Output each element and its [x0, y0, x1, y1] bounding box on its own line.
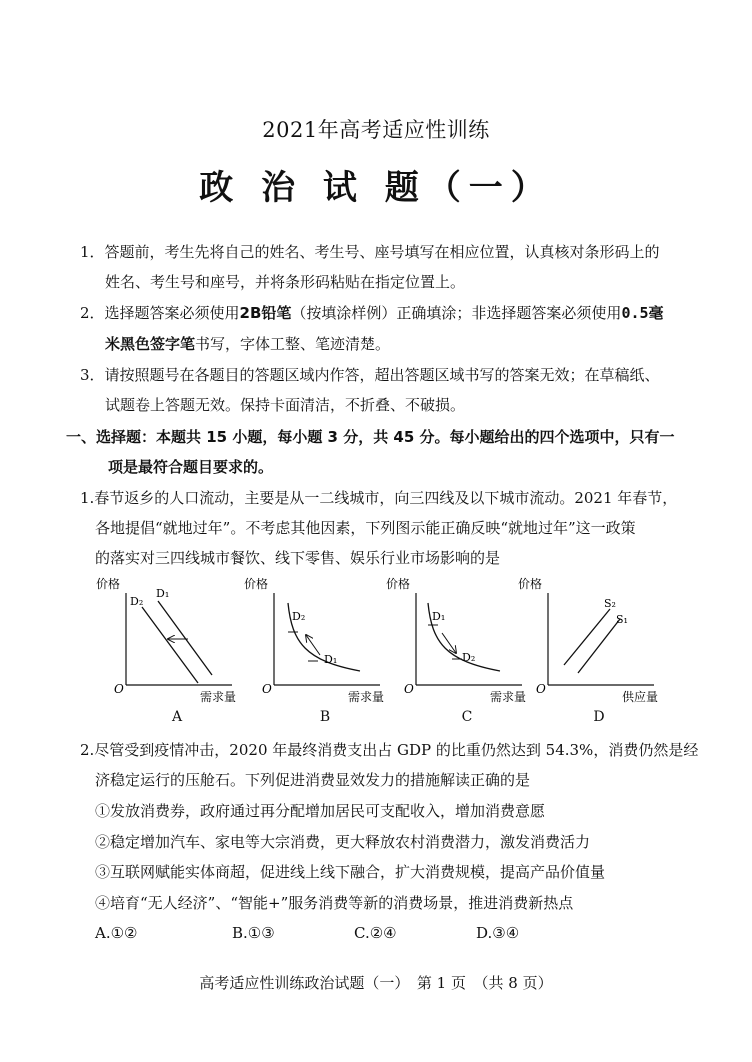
- chart-c-origin: O: [404, 682, 414, 696]
- section-1-heading-line-1: 一、选择题：本题共 15 小题，每小题 3 分，共 45 分。每小题给出的四个选项中，只有一: [66, 428, 675, 446]
- chart-b-option: B: [319, 709, 331, 725]
- chart-d-label-s2: S₂: [604, 597, 616, 610]
- question-2-statement-1: ①发放消费券，政府通过再分配增加居民可支配收入，增加消费意愿: [95, 802, 546, 820]
- chart-c-figure: [386, 575, 532, 705]
- chart-d-origin: O: [536, 682, 546, 696]
- chart-b-movement-arrow: [306, 635, 320, 655]
- exam-subtitle: 2021年高考适应性训练: [262, 118, 490, 142]
- question-2-option-d: D.③④: [476, 924, 520, 942]
- instruction-2-pen: 米黑色签字笔: [105, 335, 196, 353]
- instruction-2-line-1: [80, 303, 664, 323]
- instruction-3-line-1: 3．请按照题号在各题目的答题区域内作答，超出答题区域书写的答案无效；在草稿纸、: [80, 366, 660, 384]
- chart-b-xlabel: 需求量: [348, 690, 385, 704]
- question-2-option-c: C.②④: [354, 924, 397, 942]
- instruction-1-line-1: 1．答题前，考生先将自己的姓名、考生号、座号填写在相应位置，认真核对条形码上的: [80, 243, 660, 261]
- chart-a-option: A: [171, 709, 183, 725]
- chart-c-option: C: [461, 709, 473, 725]
- page-footer: 高考适应性训练政治试题（一） 第 1 页 （共 8 页）: [199, 974, 553, 992]
- instruction-3-line-2: 试题卷上答题无效。保持卡面清洁，不折叠、不破损。: [105, 396, 466, 414]
- chart-a-origin: O: [114, 682, 124, 696]
- question-2-line-1: 2.尽管受到疫情冲击，2020 年最终消费支出占 GDP 的比重仍然达到 54.3%，消费仍然是经: [80, 741, 699, 759]
- chart-b-figure: [244, 575, 390, 705]
- question-1-line-2: 各地提倡“就地过年”。不考虑其他因素，下列图示能正确反映“就地过年”这一政策: [95, 519, 636, 537]
- chart-c-movement-arrow: [442, 633, 456, 653]
- instruction-2-text-c: （按填涂样例）正确填涂；非选择题答案必须使用: [291, 304, 622, 322]
- question-2-line-2: 济稳定运行的压舱石。下列促进消费显效发力的措施解读正确的是: [95, 771, 531, 789]
- question-2-option-a: A.①②: [95, 924, 138, 942]
- chart-b: [244, 575, 390, 725]
- chart-a-curve-d1: [158, 601, 212, 675]
- chart-c-xlabel: 需求量: [490, 690, 527, 704]
- chart-d-figure: [518, 575, 664, 705]
- chart-d-xlabel: 供应量: [622, 690, 659, 704]
- chart-c-ylabel: 价格: [386, 577, 411, 591]
- instruction-2-text-a: 2．选择题答案必须使用: [80, 304, 240, 322]
- chart-b-label-d1: D₁: [324, 653, 338, 666]
- chart-d-label-s1: S₁: [616, 613, 628, 626]
- chart-a-label-d2: D₂: [130, 595, 144, 608]
- question-1-charts: [96, 575, 692, 725]
- chart-d: [518, 575, 664, 725]
- section-1-heading-line-2: 项是最符合题目要求的。: [108, 458, 274, 476]
- exam-title: 政 治 试 题（一）: [199, 168, 553, 208]
- question-1-line-3: 的落实对三四线城市餐饮、线下零售、娱乐行业市场影响的是: [95, 549, 501, 567]
- chart-a-xlabel: 需求量: [200, 690, 237, 704]
- instruction-2-pencil: 2B铅笔: [239, 304, 292, 322]
- chart-a-label-d1: D₁: [156, 587, 170, 600]
- chart-d-option: D: [593, 709, 605, 725]
- question-1-line-1: 1.春节返乡的人口流动，主要是从一二线城市，向三四线及以下城市流动。2021 年春节，: [80, 489, 678, 507]
- chart-d-curve-s2: [564, 609, 610, 665]
- chart-d-curve-s1: [578, 619, 620, 673]
- chart-a: [96, 575, 242, 725]
- chart-c: [386, 575, 532, 725]
- chart-b-origin: O: [262, 682, 272, 696]
- question-2-statement-2: ②稳定增加汽车、家电等大宗消费，更大释放农村消费潜力，激发消费活力: [95, 833, 591, 851]
- instruction-2-text-e: 书写，字体工整、笔迹清楚。: [195, 335, 391, 353]
- instruction-1-line-2: 姓名、考生号和座号，并将条形码粘贴在指定位置上。: [105, 273, 466, 291]
- chart-a-figure: [96, 575, 242, 705]
- chart-c-label-d1: D₁: [432, 610, 446, 623]
- instruction-2-line-2: [105, 334, 390, 354]
- chart-c-label-d2: D₂: [462, 651, 476, 664]
- chart-a-ylabel: 价格: [96, 577, 121, 591]
- instruction-2-pen-size: 0.5毫: [621, 304, 664, 322]
- question-2-option-b: B.①③: [232, 924, 275, 942]
- chart-b-label-d2: D₂: [292, 610, 306, 623]
- question-2-statement-4: ④培育“无人经济”、“智能+”服务消费等新的消费场景，推进消费新热点: [95, 894, 574, 912]
- chart-d-ylabel: 价格: [518, 577, 543, 591]
- question-2-statement-3: ③互联网赋能实体商超，促进线上线下融合，扩大消费规模，提高产品价值量: [95, 863, 606, 881]
- chart-b-ylabel: 价格: [244, 577, 269, 591]
